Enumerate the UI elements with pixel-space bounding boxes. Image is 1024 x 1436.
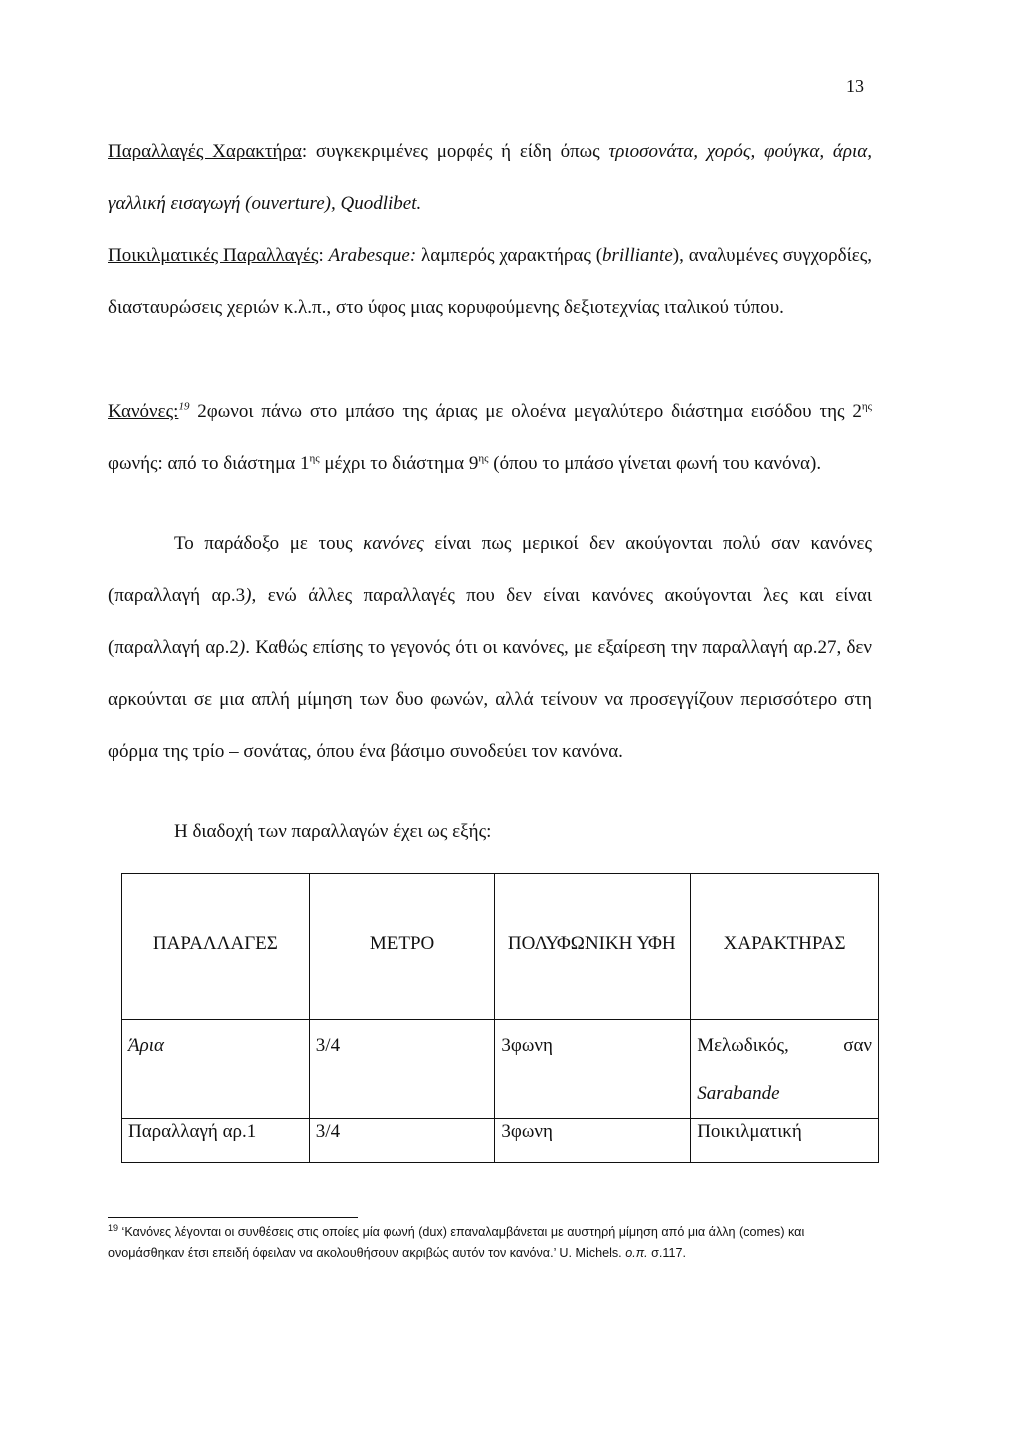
page-number: 13 (846, 76, 864, 96)
paragraph-text: λαμπερός χαρακτήρας ( (416, 245, 603, 266)
paren: ) (238, 637, 246, 658)
table-header-row (122, 874, 879, 1020)
table-cell: 3/4 (309, 1020, 495, 1119)
paragraph-text: 2φωνοι πάνω στο μπάσο της άριας με ολοένα μεγαλύτερο διάστημα εισόδου της 2 (189, 401, 862, 422)
variations-table (121, 873, 879, 1163)
table-header-cell: ΠΟΛΥΦΩΝΙΚΗ ΥΦΗ (495, 874, 691, 1020)
table-cell: Παραλλαγή αρ.1 (122, 1119, 310, 1163)
table-cell-text: Μελωδικός, (697, 1035, 789, 1056)
table-cell: 3φωνη (495, 1020, 691, 1119)
paragraph-text: φωνής: από το διάστημα 1 (108, 453, 310, 474)
paragraph-canons (108, 386, 872, 490)
canons-term: κανόνες (363, 533, 424, 554)
ordinal-suffix: ης (861, 400, 872, 413)
footnote-text: ‘Κανόνες λέγονται οι συνθέσεις στις οποίες μία φωνή (dux) επαναλαμβάνεται με αυστηρή μίμηση από μια άλλη (comes) και ονομάσθηκαν έτσι επειδή όφειλαν να ακολουθήσουν ακριβώς αυτόν τον κανόνα.’ U. Michels. (108, 1225, 805, 1260)
footnote-number: 19 (108, 1222, 119, 1233)
paragraph-sequence-intro (108, 806, 872, 858)
brilliante-term: brilliante (602, 245, 673, 266)
table-header-cell: ΧΑΡΑΚΤΗΡΑΣ (691, 874, 879, 1020)
paragraph-text: . Καθώς επίσης το γεγονός ότι οι κανόνες, με εξαίρεση την παραλλαγή αρ.27, δεν αρκούνται σε μια απλή μίμηση των δυο φωνών, αλλά τείνουν να προσεγγίζουν περισσότερο στη φόρμα της τρίο – σονάτας, όπου ένα βάσιμο συνοδεύει τον κανόνα. (108, 637, 872, 762)
paragraph-text: : συγκεκριμένες μορφές ή είδη όπως (301, 141, 609, 162)
table-cell: 3/4 (309, 1119, 495, 1163)
table-cell: Ποικιλματική (691, 1119, 879, 1163)
paragraph-text: Το παράδοξο με τους (174, 533, 364, 554)
canons-label: Κανόνες: (108, 401, 179, 422)
table-header-cell: ΜΕΤΡΟ (309, 874, 495, 1020)
paragraph-examples: τριοσονάτα, χορός, φούγκα, άρια, γαλλική εισαγωγή (ouverture), Quodlibet. (108, 141, 872, 214)
table-cell: 3φωνη (495, 1119, 691, 1163)
paragraph-text: ), αναλυμένες συγχορδίες, διασταυρώσεις χεριών κ.λ.π., στο ύφος μιας κορυφούμενης δεξιοτεχνίας ιταλικού τύπου. (108, 245, 872, 318)
footnote-op-cit: ο.π. (625, 1246, 648, 1260)
ordinal-suffix: ης (309, 452, 320, 465)
table-cell-text: σαν (843, 1035, 872, 1056)
table-row (122, 1020, 879, 1119)
footnote-divider (108, 1217, 358, 1218)
ordinal-suffix: ης (478, 452, 489, 465)
paragraph-text: : (318, 245, 329, 266)
table-cell (691, 1020, 879, 1119)
table-cell: Άρια (122, 1020, 310, 1119)
character-variations-label: Παραλλαγές Χαρακτήρα (108, 141, 302, 162)
paragraph-text: είναι πως μερικοί δεν ακούγονται πολύ σαν κανόνες (παραλλαγή αρ.3 (108, 533, 872, 606)
paragraph-text: (όπου το μπάσο γίνεται φωνή του κανόνα). (488, 453, 822, 474)
paragraph-character-variations (108, 126, 872, 230)
sarabande-term: Sarabande (697, 1083, 780, 1104)
table-row (122, 1119, 879, 1163)
paren: ) (245, 585, 252, 606)
paragraph-paradox (108, 518, 872, 778)
paragraph-text: , ενώ άλλες παραλλαγές που δεν είναι κανόνες ακούγονται λες και είναι (παραλλαγή αρ.2 (108, 585, 872, 658)
paragraph-text: Η διαδοχή των παραλλαγών έχει ως εξής: (174, 821, 492, 842)
paragraph-ornamental-variations (108, 230, 872, 334)
arabesque-term: Arabesque: (328, 245, 417, 266)
table-header-cell: ΠΑΡΑΛΛΑΓΕΣ (122, 874, 310, 1020)
footnote-reference: 19 (178, 400, 190, 413)
paragraph-text: μέχρι το διάστημα 9 (319, 453, 479, 474)
footnote (108, 1222, 872, 1264)
footnote-text: σ.117. (647, 1246, 686, 1260)
character-description (697, 1022, 872, 1070)
ornamental-variations-label: Ποικιλματικές Παραλλαγές (108, 245, 319, 266)
